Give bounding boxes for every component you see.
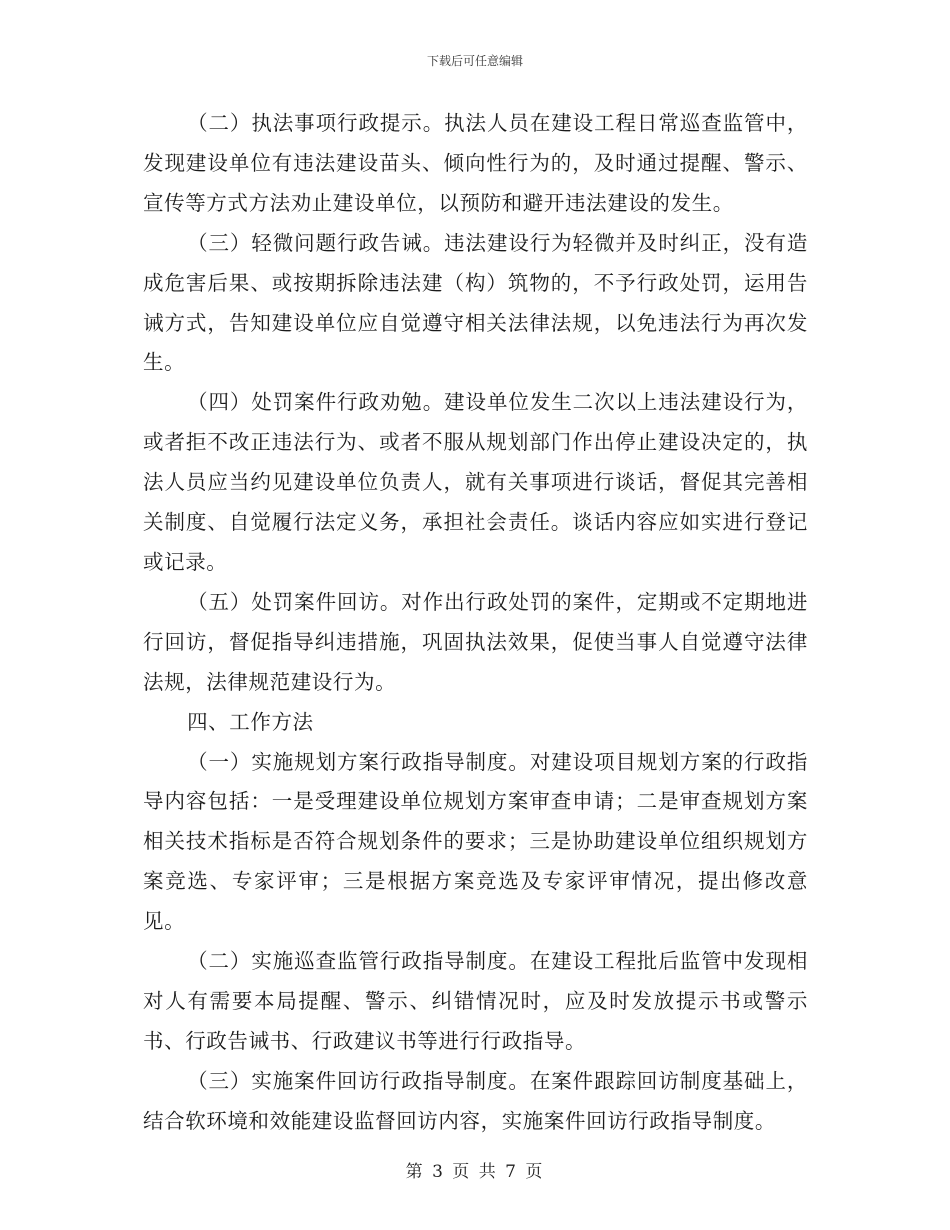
paragraph-method-2: （二）实施巡查监管行政指导制度。在建设工程批后监管中发现相对人有需要本局提醒、警示、纠错情况时，应及时发放提示书或警示书、行政告诫书、行政建议书等进行行政指导。 (143, 949, 808, 1053)
paragraph-5: （五）处罚案件回访。对作出行政处罚的案件，定期或不定期地进行回访，督促指导纠违措施，巩固执法效果，促使当事人自觉遵守法律法规，法律规范建设行为。 (143, 589, 808, 694)
paragraph-method-3: （三）实施案件回访行政指导制度。在案件跟踪回访制度基础上，结合软环境和效能建设监督回访内容，实施案件回访行政指导制度。 (143, 1068, 808, 1133)
paragraph-4: （四）处罚案件行政劝勉。建设单位发生二次以上违法建设行为，或者拒不改正违法行为、或者不服从规划部门作出停止建设决定的，执法人员应当约见建设单位负责人，就有关事项进行谈话，督促其完善相关制度、自觉履行法定义务，承担社会责任。谈话内容应如实进行登记或记录。 (143, 390, 808, 574)
paragraph-2: （二）执法事项行政提示。执法人员在建设工程日常巡查监管中，发现建设单位有违法建设苗头、倾向性行为的，及时通过提醒、警示、宣传等方式方法劝止建设单位，以预防和避开违法建设的发生。 (143, 111, 808, 215)
paragraph-method-1: （一）实施规划方案行政指导制度。对建设项目规划方案的行政指导内容包括：一是受理建设单位规划方案审查申请；二是审查规划方案相关技术指标是否符合规划条件的要求；三是协助建设单位组织规划方案竞选、专家评审；三是根据方案竞选及专家评审情况，提出修改意见。 (143, 749, 808, 934)
document-body (143, 104, 808, 1142)
paragraph-3: （三）轻微问题行政告诫。违法建设行为轻微并及时纠正，没有造成危害后果、或按期拆除违法建（构）筑物的，不予行政处罚，运用告诫方式，告知建设单位应自觉遵守相关法律法规，以免违法行为再次发生。 (143, 230, 808, 375)
section-heading-work-methods: 四、工作方法 (187, 709, 314, 734)
page-header: 下载后可任意编辑 (426, 54, 523, 68)
page-number-footer: 第 3 页 共 7 页 (405, 1162, 545, 1182)
